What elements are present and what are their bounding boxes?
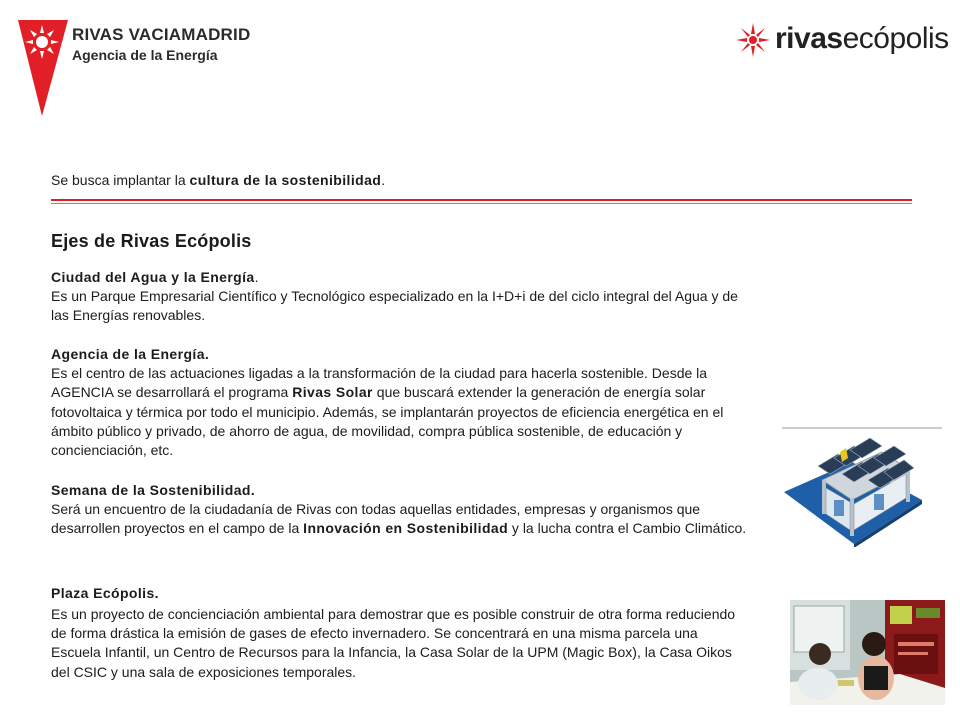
block-body-part1: Es el centro de las actuaciones ligadas a la transformación de la ciudad para hacerla sostenible. Desde la AGENCIA se desarrollará el programa — [51, 365, 708, 401]
rivas-ecopolis-logo — [735, 20, 949, 64]
block-body-bold: Rivas Solar — [292, 384, 373, 401]
block-heading: Agencia de la Energía. — [51, 346, 210, 362]
block-body-part1: Será un encuentro de la ciudadanía de Rivas con todas aquellas entidades, empresas y organismos que desarrollen proyectos en el campo de la — [51, 501, 701, 537]
block-heading-suffix: . — [254, 269, 259, 285]
logo-subtitle: Agencia de la Energía — [72, 47, 218, 63]
block-ciudad-agua — [51, 268, 751, 326]
intro-bold: cultura de la sostenibilidad — [189, 172, 382, 188]
block-body-part2: que buscará extender la generación de energía solar fotovoltaica y térmica por todo el municipio. Además, se implantarán proyectos de eficiencia energética en el ámbito público y privado, de ahorro de agua, de movilidad, compra pública sostenible, de educación y concienciación, etc. — [51, 384, 724, 459]
logo-brand-bold: rivas — [775, 22, 843, 55]
logo-title: RIVAS VACIAMADRID — [72, 25, 251, 44]
block-body — [51, 364, 751, 460]
block-heading: Ciudad del Agua y la Energía — [51, 269, 255, 285]
block-body-bold: Innovación en Sostenibilidad — [303, 520, 509, 537]
block-agencia-energia — [51, 345, 751, 460]
section-title: Ejes de Rivas Ecópolis — [51, 231, 252, 251]
logo-brand-light: ecópolis — [842, 22, 949, 55]
red-divider — [51, 199, 912, 205]
block-heading: Semana de la Sostenibilidad. — [51, 482, 256, 498]
block-plaza-ecopolis-heading: Plaza Ecópolis. — [51, 585, 159, 601]
block-body: Es un Parque Empresarial Científico y Tecnológico especializado en la I+D+i de del ciclo integral del Agua y de las Energías renovables. — [51, 288, 738, 324]
red-pennant-sun-icon — [18, 20, 70, 120]
rivas-vaciamadrid-logo — [18, 20, 268, 120]
block-semana-sostenibilidad — [51, 481, 751, 539]
logo-wordmark — [775, 20, 949, 58]
intro-post: . — [381, 172, 386, 188]
block-body-part2: y la lucha contra el Cambio Climático. — [508, 520, 747, 537]
exhibition-photo — [790, 600, 945, 705]
solar-pavilion-illustration — [782, 422, 942, 547]
block-plaza-ecopolis-body: Es un proyecto de concienciación ambiental para demostrar que es posible construir de otra forma reduciendo de forma drástica la emisión de gases de efecto invernadero. Se concentrará en una misma parcela una Escuela Infantil, un Centro de Recursos para la Infancia, la Casa Solar de la UPM (Magic Box), la Casa Oikos del CSIC y una sala de exposiciones temporales. — [51, 606, 736, 680]
intro-pre: Se busca implantar la — [51, 172, 190, 188]
sun-star-icon — [735, 22, 771, 58]
block-body — [51, 500, 751, 538]
intro-text — [51, 171, 751, 190]
